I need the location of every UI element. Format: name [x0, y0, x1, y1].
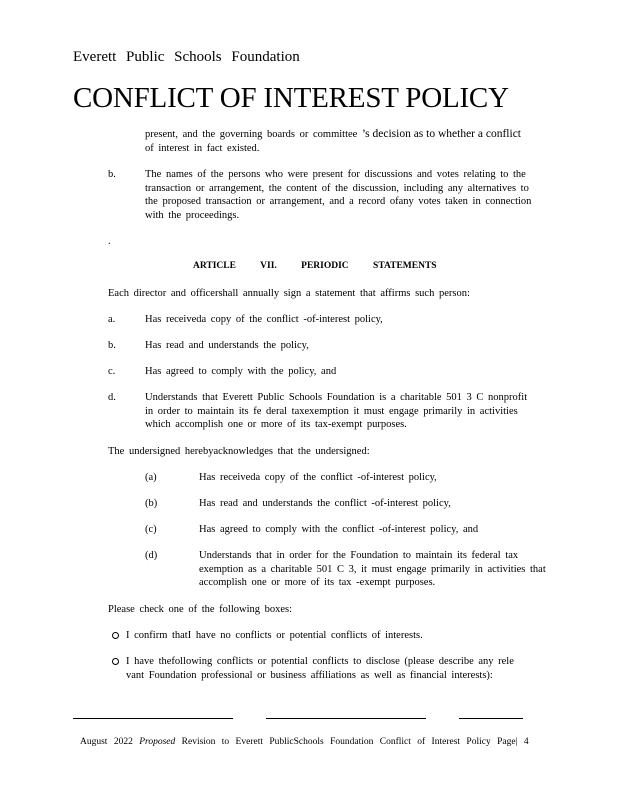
name-line[interactable] [266, 718, 426, 719]
list-item-b [108, 168, 540, 222]
list-marker: d. [108, 392, 116, 403]
footer-description: Revision to Everett PublicSchools Foundation Conflict of Interest Policy Page| [181, 737, 518, 747]
list-text: Has read and understands the conflict -of-interest policy, [199, 498, 451, 509]
continuation-paragraph [145, 128, 555, 155]
list-marker: (c) [145, 524, 157, 535]
list-marker: (d) [145, 550, 158, 561]
continuation-text-tail: ’s decision as to whether a conflict [361, 128, 521, 140]
signature-line[interactable] [73, 718, 233, 719]
page-number: 4 [523, 737, 529, 747]
check-prompt: Please check one of the following boxes: [108, 604, 293, 615]
has-conflict-checkbox[interactable] [112, 658, 119, 665]
footer-proposed: Proposed [139, 737, 176, 747]
statement-intro: Each director and officershall annually sign a statement that affirms such person: [108, 288, 470, 299]
list-text: Has receiveda copy of the conflict -of-interest policy, [199, 472, 437, 483]
date-line[interactable] [459, 718, 523, 719]
list-text: Has agreed to comply with the conflict -of-interest policy, and [199, 524, 479, 535]
list-text: Has receiveda copy of the conflict -of-interest policy, [145, 314, 383, 325]
affirmation-item [108, 391, 535, 432]
acknowledgement-item [145, 549, 549, 590]
has-conflict-label: I have thefollowing conflicts or potential conflicts to disclose (please describe any rele vant Foundation professional or business affiliations as well as financial interests): [126, 656, 514, 681]
affirmation-item [108, 365, 535, 379]
continuation-text-start: present, and the governing boards or committee [145, 129, 362, 140]
list-marker: (b) [145, 498, 158, 509]
list-text: Has agreed to comply with the policy, and [145, 366, 337, 377]
footer-date: August 2022 [80, 737, 133, 747]
no-conflict-checkbox[interactable] [112, 632, 119, 639]
affirmation-item [108, 339, 535, 353]
acknowledgement-item [145, 471, 549, 485]
organization-name: Everett Public Schools Foundation [73, 49, 300, 65]
list-text: Understands that Everett Public Schools Foundation is a charitable 501 3 C nonprofit in order to maintain its fe deral taxexemption it must engage primarily in activities which accomplish one or more of its tax-exempt purposes. [145, 392, 528, 431]
continuation-line-2: of interest in fact existed. [145, 142, 260, 154]
no-conflict-label: I confirm thatI have no conflicts or potential conflicts of interests. [126, 630, 423, 641]
article-heading: ARTICLE VII. PERIODIC STATEMENTS [193, 261, 437, 271]
acknowledge-intro: The undersigned herebyacknowledges that the undersigned: [108, 446, 370, 457]
page-footer [80, 737, 529, 747]
list-marker: (a) [145, 472, 157, 483]
list-text: The names of the persons who were present for discussions and votes relating to the transaction or arrangement, the content of the discussion, including any alternatives to the proposed transaction or arrangement, and a record ofany votes taken in connection with the proceedings. [145, 169, 532, 221]
list-marker: a. [108, 314, 116, 325]
list-text: Has read and understands the policy, [145, 340, 309, 351]
list-text: Understands that in order for the Foundation to maintain its federal tax exemption as a charitable 501 C 3, it must engage primarily in activities that accomplish one or more of its tax -exempt purposes. [199, 550, 546, 589]
list-marker: c. [108, 366, 116, 377]
stray-mark: . [108, 236, 111, 247]
acknowledgement-item [145, 497, 549, 511]
list-marker: b. [108, 340, 116, 351]
list-marker: b. [108, 169, 116, 180]
acknowledgement-item [145, 523, 549, 537]
page-title: CONFLICT OF INTEREST POLICY [73, 82, 509, 114]
affirmation-item [108, 313, 535, 327]
